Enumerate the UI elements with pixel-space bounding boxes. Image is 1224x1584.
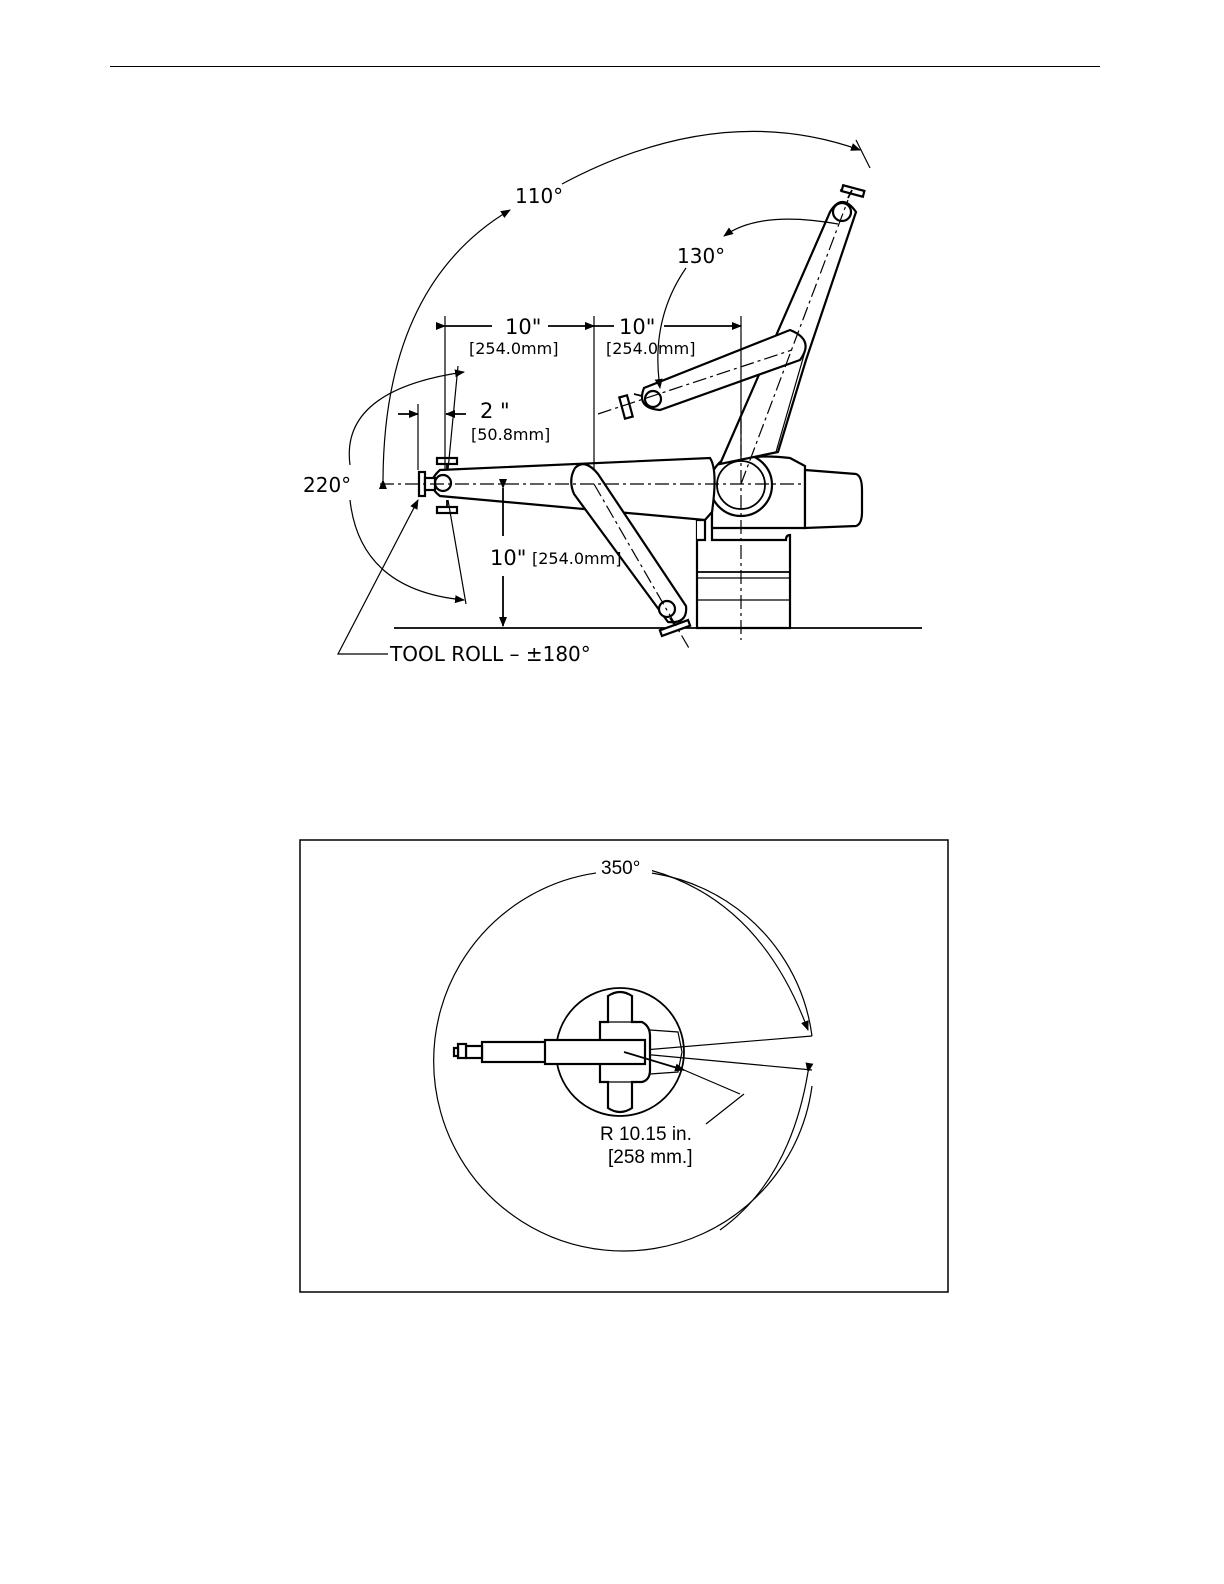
wrist-angle-label: 220° [303,473,352,497]
shoulder-housing [710,454,862,528]
upper-arm-length-label: 10" [505,315,542,339]
tool-offset-mm-label: [50.8mm] [471,425,551,444]
tool-roll-leader [338,500,418,654]
top-view-arm [454,1040,645,1064]
height-mm-label: [254.0mm] [532,549,622,568]
elbow-angle-label: 130° [677,244,726,268]
forearm-length-label: 10" [619,315,656,339]
top-view [300,840,948,1292]
radius-leader [706,1094,744,1124]
height-label: 10" [490,546,527,570]
tool-roll-label: TOOL ROLL – ±180° [390,642,591,666]
robot-base [697,512,790,628]
forearm-length-mm-label: [254.0mm] [606,339,696,358]
base-angle-label: 350° [601,858,641,879]
radius-label: R 10.15 in. [600,1124,692,1145]
tool-offset-label: 2 " [480,399,510,423]
tool-flange-top [840,185,864,198]
radius-mm-label: [258 mm.] [608,1147,693,1168]
upper-arm-length-mm-label: [254.0mm] [469,339,559,358]
side-view [303,131,922,666]
wrist-angle-arc [349,372,464,465]
shoulder-angle-label: 110° [515,184,564,208]
